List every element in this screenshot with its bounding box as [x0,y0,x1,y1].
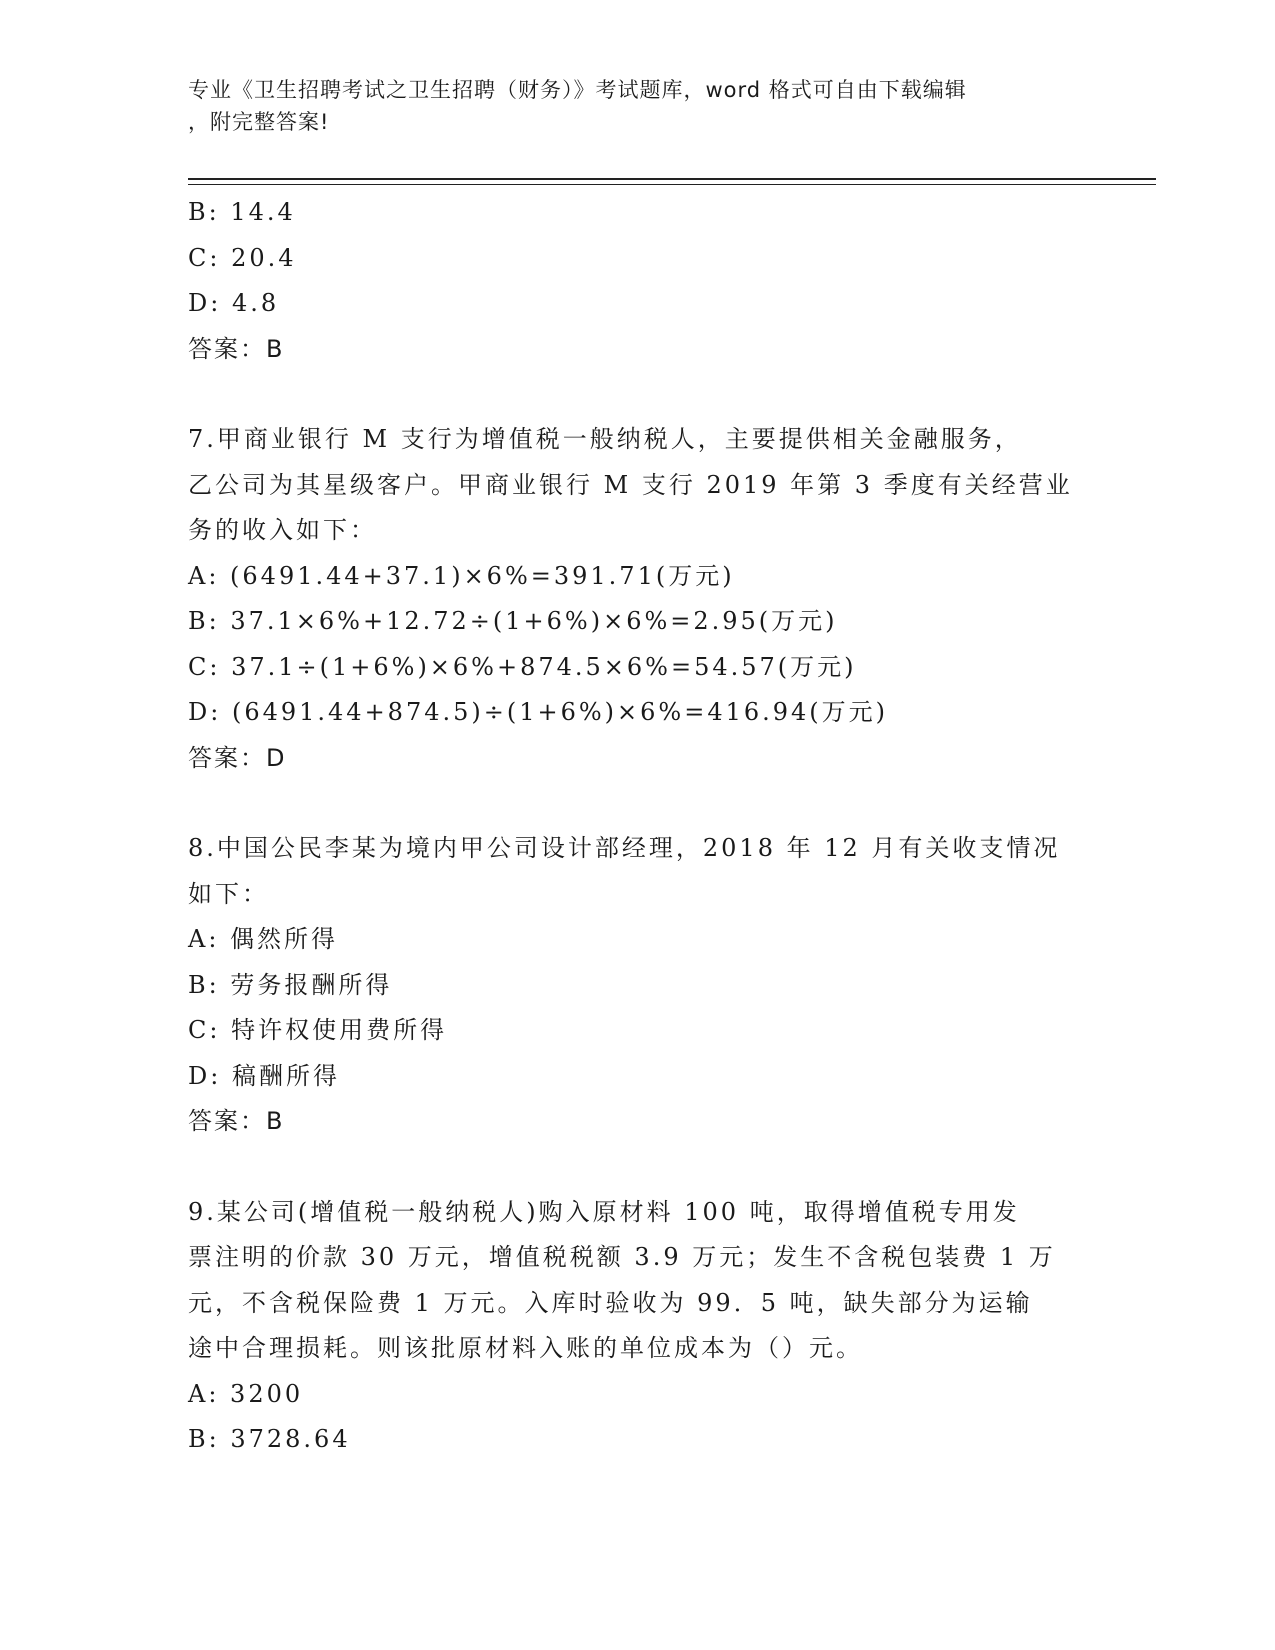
question-text-line-1: 9.某公司(增值税一般纳税人)购入原材料 100 吨，取得增值税专用发 [188,1197,1020,1226]
option-b: B: 3728.64 [188,1425,351,1453]
answer-line: 答案：D [188,743,287,772]
option-c: C: 特许权使用费所得 [188,1016,448,1044]
option-b: B: 劳务报酬所得 [188,970,393,999]
answer-line: 答案：B [188,334,285,363]
question-text-line-1: 8.中国公民李某为境内甲公司设计部经理，2018 年 12 月有关收支情况 [188,834,1061,862]
option-c: C: 20.4 [188,243,297,272]
question-text-line-3: 元，不含税保险费 1 万元。入库时验收为 99．5 吨，缺失部分为运输 [188,1288,1033,1317]
option-a: A: 偶然所得 [188,925,339,953]
option-d: D: 4.8 [188,289,280,317]
document-body [188,190,1088,1463]
question-8 [188,826,1088,1145]
question-text-line-2: 乙公司为其星级客户。甲商业银行 M 支行 2019 年第 3 季度有关经营业 [188,470,1073,499]
question-text-line-1: 7.甲商业银行 M 支行为增值税一般纳税人，主要提供相关金融服务， [188,425,1022,453]
option-d: D: 稿酬所得 [188,1061,340,1090]
question-text-line-2: 如下： [188,879,269,908]
document-header [188,74,1088,138]
spacer [188,372,1088,417]
option-b: B: 14.4 [188,198,296,226]
question-text-line-3: 务的收入如下： [188,516,377,544]
question-9 [188,1190,1088,1463]
question-7 [188,417,1088,781]
header-divider-thin [188,184,1156,185]
option-d: D: (6491.44+874.5)÷(1+6%)×6%=416.94(万元) [188,698,889,726]
answer-line: 答案：B [188,1107,285,1135]
header-title-line-2: ，附完整答案! [188,110,330,134]
spacer [188,1145,1088,1190]
option-c: C: 37.1÷(1+6%)×6%+874.5×6%=54.57(万元) [188,652,857,681]
header-title-line-1: 专业《卫生招聘考试之卫生招聘（财务）》考试题库，word 格式可自由下载编辑 [188,78,967,102]
spacer [188,781,1088,826]
option-b: B: 37.1×6%+12.72÷(1+6%)×6%=2.95(万元) [188,607,838,635]
question-6-continued [188,190,1088,372]
option-a: A: 3200 [188,1379,304,1408]
question-text-line-2: 票注明的价款 30 万元，增值税税额 3.9 万元；发生不含税包装费 1 万 [188,1243,1056,1271]
option-a: A: (6491.44+37.1)×6%=391.71(万元) [188,561,735,590]
question-text-line-4: 途中合理损耗。则该批原材料入账的单位成本为（）元。 [188,1334,863,1362]
header-divider-thick [188,178,1156,180]
